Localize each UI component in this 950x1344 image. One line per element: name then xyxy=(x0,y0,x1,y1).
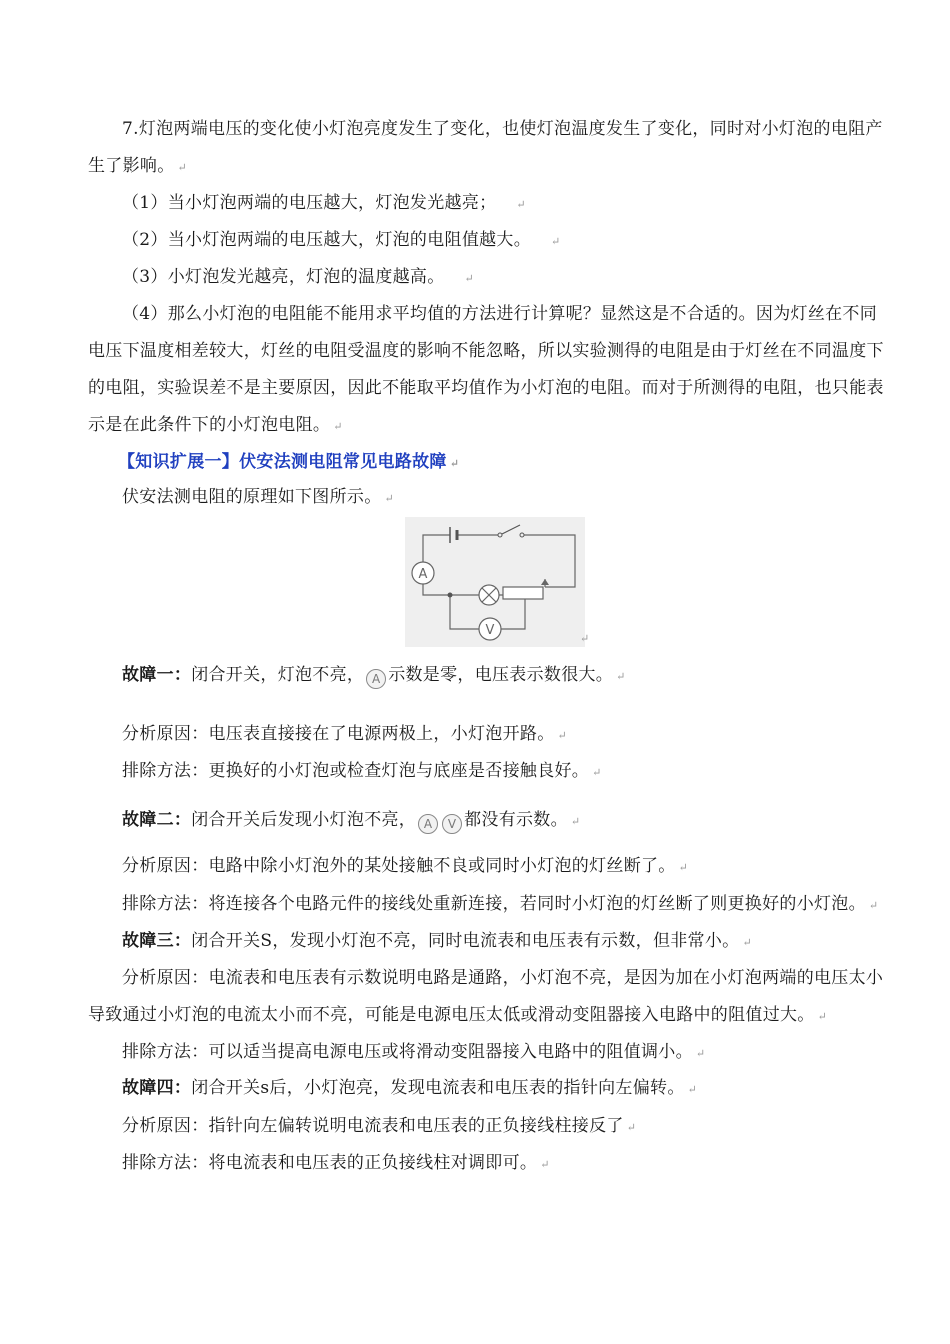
voltmeter-label: V xyxy=(485,623,495,638)
wire-top-left xyxy=(423,535,450,562)
ammeter-icon: A xyxy=(418,814,438,834)
paragraph-mark: ↵ xyxy=(449,457,460,470)
circuit-diagram xyxy=(405,517,585,647)
paragraph-mark: ↵ xyxy=(570,815,581,828)
fault-3-label: 故障三： xyxy=(122,931,192,951)
paragraph-mark: ↵ xyxy=(464,272,475,285)
fault-3-fix: 排除方法：可以适当提高电源电压或将滑动变阻器接入电路中的阻值调小。 ↵ xyxy=(122,1042,706,1062)
paragraph-mark: ↵ xyxy=(626,1121,637,1134)
fault-1-cause: 分析原因：电压表直接接在了电源两极上，小灯泡开路。 ↵ xyxy=(122,724,568,744)
fault-4-cause: 分析原因：指针向左偏转说明电流表和电压表的正负接线柱接反了 ↵ xyxy=(122,1116,637,1136)
fault-3-cause-line-1: 分析原因：电流表和电压表有示数说明电路是通路，小灯泡不亮，是因为加在小灯泡两端的电压太小 xyxy=(122,968,884,988)
wire-voltmeter-right xyxy=(501,595,525,629)
paragraph-mark: ↵ xyxy=(516,198,526,211)
ammeter-label: A xyxy=(418,567,428,582)
paragraph-mark: ↵ xyxy=(868,899,879,912)
fault-2-line: 故障二：闭合开关后发现小灯泡不亮， A V 都没有示数。 ↵ xyxy=(122,809,580,834)
principle-text: 伏安法测电阻的原理如下图所示。 ↵ xyxy=(122,487,395,507)
fault-2-label: 故障二： xyxy=(122,810,192,830)
paragraph-mark: ↵ xyxy=(540,1158,550,1171)
fault-3-cause-line-2: 导致通过小灯泡的电流太小而不亮，可能是电源电压太低或滑动变阻器接入电路中的阻值过大。 ↵ xyxy=(88,1005,828,1025)
point-3: （3）小灯泡发光越亮，灯泡的温度越高。 ↵ xyxy=(122,267,475,287)
circuit-diagram-svg xyxy=(405,517,585,647)
paragraph-7-line-1: 7.灯泡两端电压的变化使小灯泡亮度发生了变化，也使灯泡温度发生了变化，同时对小灯泡的电阻产 xyxy=(122,119,883,139)
point-4-line-3: 的电阻，实验误差不是主要原因，因此不能取平均值作为小灯泡的电阻。而对于所测得的电阻，也只能表 xyxy=(88,378,884,398)
paragraph-mark: ↵ xyxy=(817,1010,828,1023)
ammeter-icon: A xyxy=(366,669,386,689)
paragraph-mark: ↵ xyxy=(695,1047,706,1060)
fault-4-line: 故障四：闭合开关s后，小灯泡亮，发现电流表和电压表的指针向左偏转。 ↵ xyxy=(122,1078,698,1098)
fault-1-line: 故障一：闭合开关，灯泡不亮， A 示数是零，电压表示数很大。 ↵ xyxy=(122,664,626,689)
fault-4-label: 故障四： xyxy=(122,1078,192,1098)
fault-4-fix: 排除方法：将电流表和电压表的正负接线柱对调即可。 ↵ xyxy=(122,1153,550,1173)
paragraph-mark: ↵ xyxy=(742,936,752,949)
voltmeter-icon xyxy=(479,618,501,640)
wire-left-lower xyxy=(423,584,450,595)
battery-icon xyxy=(450,527,457,543)
point-4-line-1: （4）那么小灯泡的电阻能不能用求平均值的方法进行计算呢？显然这是不合适的。因为灯丝在不同 xyxy=(122,304,878,324)
point-1: （1）当小灯泡两端的电压越大，灯泡发光越亮； ↵ xyxy=(122,193,526,213)
paragraph-mark: ↵ xyxy=(678,861,689,874)
lamp-icon xyxy=(479,585,499,605)
paragraph-7-line-2: 生了影响。 ↵ xyxy=(88,156,188,176)
paragraph-mark: ↵ xyxy=(687,1083,698,1096)
section-title: 【知识扩展一】伏安法测电阻常见电路故障 ↵ xyxy=(118,452,460,472)
paragraph-mark: ↵ xyxy=(616,670,626,683)
point-4-line-4: 示是在此条件下的小灯泡电阻。 ↵ xyxy=(88,415,343,435)
fault-2-fix: 排除方法：将连接各个电路元件的接线处重新连接，若同时小灯泡的灯丝断了则更换好的小灯泡。 ↵ xyxy=(122,894,879,914)
wire-voltmeter-left xyxy=(450,595,479,629)
paragraph-mark: ↵ xyxy=(384,492,395,505)
paragraph-mark: ↵ xyxy=(557,729,568,742)
voltmeter-icon: V xyxy=(442,814,462,834)
switch-icon xyxy=(498,525,524,537)
ammeter-icon xyxy=(412,562,434,584)
rheostat-icon xyxy=(503,579,549,599)
paragraph-mark: ↵ xyxy=(580,632,590,645)
fault-2-cause: 分析原因：电路中除小灯泡外的某处接触不良或同时小灯泡的灯丝断了。 ↵ xyxy=(122,856,689,876)
point-4-line-2: 电压下温度相差较大，灯丝的电阻受温度的影响不能忽略，所以实验测得的电阻是由于灯丝在不同温度下 xyxy=(88,341,884,361)
fault-3-line: 故障三：闭合开关S，发现小灯泡不亮，同时电流表和电压表有示数，但非常小。 ↵ xyxy=(122,931,752,951)
paragraph-mark: ↵ xyxy=(333,420,343,433)
paragraph-mark: ↵ xyxy=(177,161,188,174)
fault-1-fix: 排除方法：更换好的小灯泡或检查灯泡与底座是否接触良好。 ↵ xyxy=(122,761,602,781)
point-2: （2）当小灯泡两端的电压越大，灯泡的电阻值越大。 ↵ xyxy=(122,230,561,250)
fault-1-label: 故障一： xyxy=(122,665,192,685)
paragraph-mark: ↵ xyxy=(592,766,602,779)
paragraph-mark: ↵ xyxy=(551,235,561,248)
wire-top-right xyxy=(522,535,575,587)
